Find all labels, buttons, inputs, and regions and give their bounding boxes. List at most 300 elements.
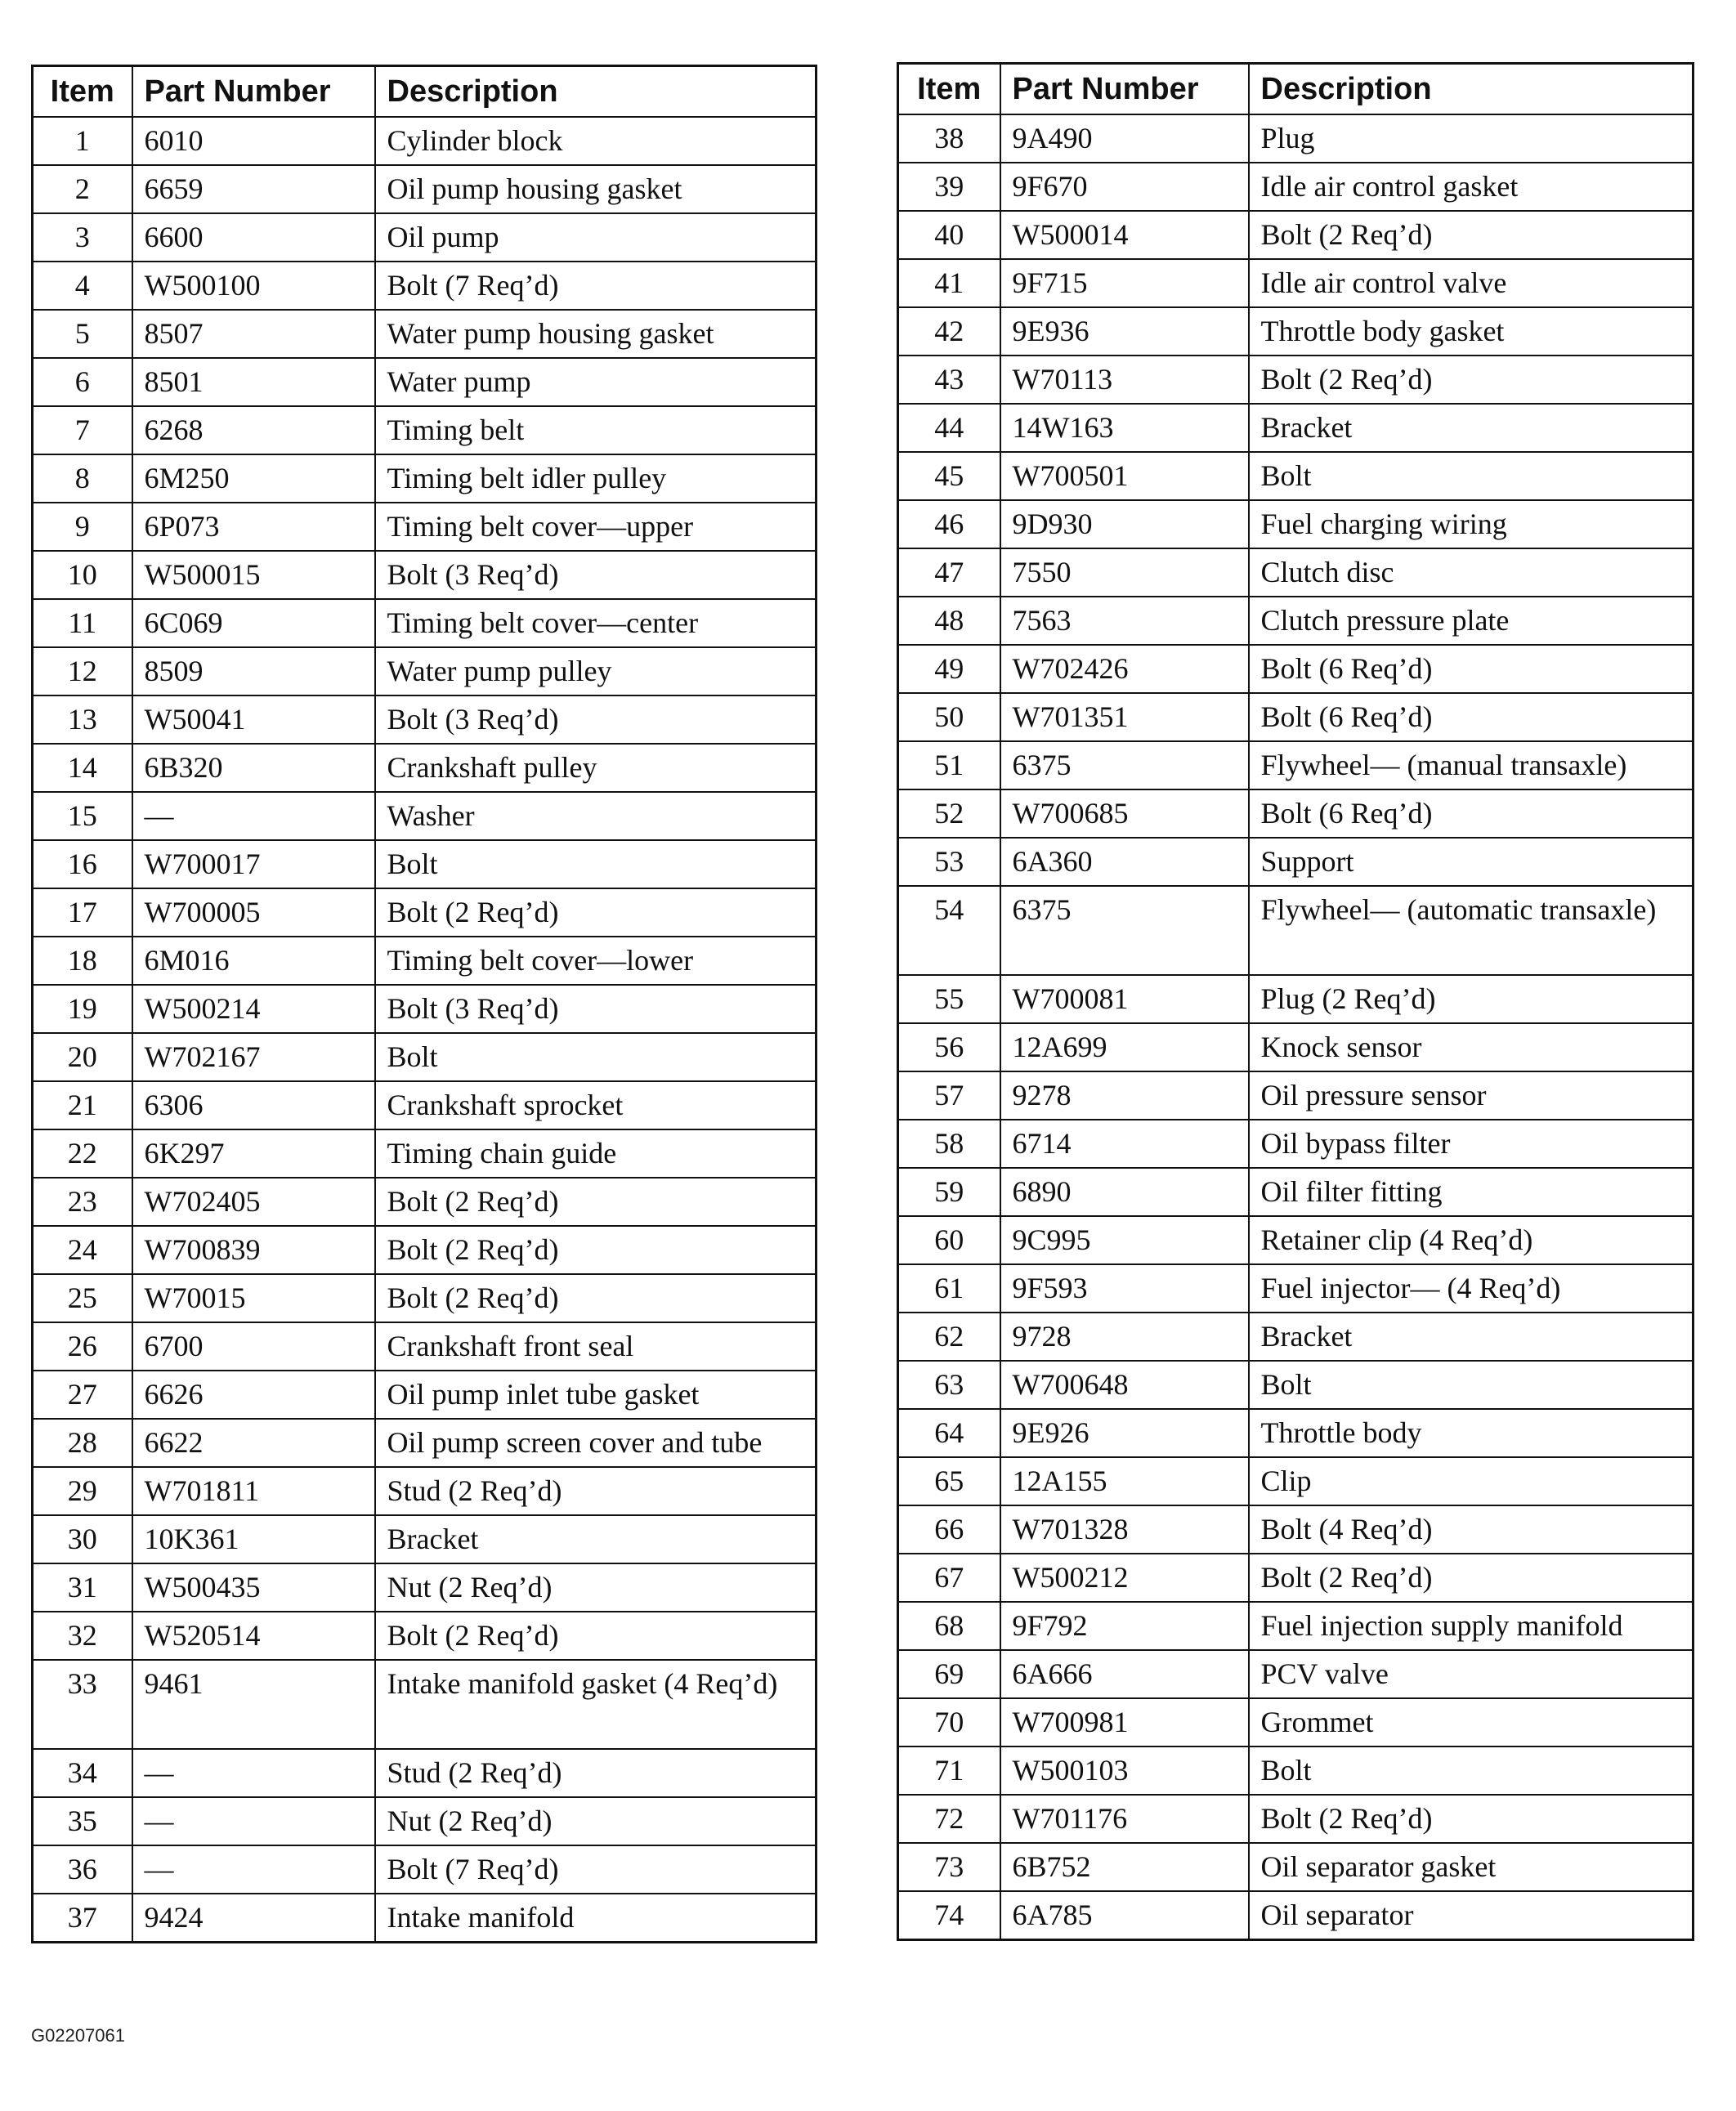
table-row [898,1361,1693,1409]
part-number-cell: W701811 [132,1467,375,1515]
description-cell: Oil separator gasket [1249,1843,1693,1891]
part-number-cell: 6700 [132,1322,375,1371]
part-number-cell: W701351 [1000,693,1249,741]
table-row [33,599,817,647]
item-cell: 72 [898,1795,1000,1843]
part-number-cell: 12A155 [1000,1457,1249,1505]
description-cell: Bolt (2 Req’d) [1249,211,1693,259]
part-number-cell: 6A666 [1000,1650,1249,1698]
part-number-cell: 6626 [132,1371,375,1419]
description-cell: Washer [375,792,817,840]
part-number-cell: 6P073 [132,503,375,551]
description-cell: Bolt [1249,452,1693,500]
item-cell: 56 [898,1023,1000,1071]
description-cell: Plug (2 Req’d) [1249,975,1693,1023]
table-row [898,1264,1693,1313]
table-row [898,1071,1693,1120]
part-number-cell: 6010 [132,117,375,165]
item-cell: 51 [898,741,1000,789]
description-cell: Grommet [1249,1698,1693,1746]
table-row [898,838,1693,886]
description-cell: PCV valve [1249,1650,1693,1698]
part-number-cell: W701328 [1000,1505,1249,1554]
item-cell: 71 [898,1746,1000,1795]
part-number-cell: — [132,792,375,840]
part-number-cell: 6375 [1000,741,1249,789]
figure-code: G02207061 [31,2025,125,2046]
description-cell: Nut (2 Req’d) [375,1563,817,1612]
item-cell: 20 [33,1033,132,1081]
header-item: Item [33,66,132,118]
table-row [33,1081,817,1129]
item-cell: 40 [898,211,1000,259]
item-cell: 14 [33,744,132,792]
item-cell: 64 [898,1409,1000,1457]
part-number-cell: 9A490 [1000,114,1249,163]
description-cell: Bolt [1249,1361,1693,1409]
part-number-cell: W700648 [1000,1361,1249,1409]
table-header-row [33,66,817,118]
description-cell: Bolt (4 Req’d) [1249,1505,1693,1554]
part-number-cell: W700685 [1000,789,1249,838]
part-number-cell: 6890 [1000,1168,1249,1216]
description-cell: Intake manifold [375,1894,817,1943]
description-cell: Fuel injection supply manifold [1249,1602,1693,1650]
parts-table-right-body [898,114,1693,1940]
table-row [898,1795,1693,1843]
item-cell: 48 [898,597,1000,645]
table-row [898,1891,1693,1940]
item-cell: 60 [898,1216,1000,1264]
description-cell: Water pump pulley [375,647,817,695]
part-number-cell: 6C069 [132,599,375,647]
table-row [33,551,817,599]
header-part-number: Part Number [1000,64,1249,115]
item-cell: 37 [33,1894,132,1943]
parts-table-left-body [33,117,817,1943]
table-row [898,114,1693,163]
part-number-cell: 8501 [132,358,375,406]
table-row [33,888,817,937]
part-number-cell: W500014 [1000,211,1249,259]
item-cell: 58 [898,1120,1000,1168]
header-description: Description [375,66,817,118]
description-cell: Bracket [1249,1313,1693,1361]
table-row [33,1467,817,1515]
item-cell: 59 [898,1168,1000,1216]
header-description: Description [1249,64,1693,115]
item-cell: 35 [33,1797,132,1845]
table-row [898,1746,1693,1795]
description-cell: Crankshaft front seal [375,1322,817,1371]
description-cell: Bracket [375,1515,817,1563]
description-cell: Bolt (3 Req’d) [375,551,817,599]
part-number-cell: 6A785 [1000,1891,1249,1940]
part-number-cell: W700839 [132,1226,375,1274]
item-cell: 30 [33,1515,132,1563]
description-cell: Nut (2 Req’d) [375,1797,817,1845]
item-cell: 67 [898,1554,1000,1602]
item-cell: 1 [33,117,132,165]
table-row [898,1698,1693,1746]
description-cell: Timing belt [375,406,817,454]
part-number-cell: 9D930 [1000,500,1249,548]
part-number-cell: W500435 [132,1563,375,1612]
description-cell: Timing chain guide [375,1129,817,1178]
item-cell: 50 [898,693,1000,741]
description-cell: Support [1249,838,1693,886]
description-cell: Bolt [1249,1746,1693,1795]
item-cell: 15 [33,792,132,840]
table-row [33,985,817,1033]
description-cell: Timing belt cover—center [375,599,817,647]
part-number-cell: 6659 [132,165,375,213]
description-cell: Bolt (3 Req’d) [375,695,817,744]
description-cell: Throttle body gasket [1249,307,1693,356]
description-cell: Oil pump [375,213,817,262]
description-cell: Bolt (7 Req’d) [375,262,817,310]
table-row [33,695,817,744]
item-cell: 17 [33,888,132,937]
table-row [33,1515,817,1563]
part-number-cell: 8509 [132,647,375,695]
description-cell: Bolt [375,1033,817,1081]
description-cell: Bolt (2 Req’d) [375,1226,817,1274]
item-cell: 2 [33,165,132,213]
table-row [33,310,817,358]
part-number-cell: W702167 [132,1033,375,1081]
parts-table-left [31,65,817,1943]
part-number-cell: — [132,1845,375,1894]
table-row [898,356,1693,404]
table-row [898,597,1693,645]
part-number-cell: 10K361 [132,1515,375,1563]
description-cell: Bolt (2 Req’d) [1249,356,1693,404]
part-number-cell: 6600 [132,213,375,262]
table-row [33,1563,817,1612]
table-header-row [898,64,1693,115]
table-row [898,1023,1693,1071]
description-cell: Stud (2 Req’d) [375,1467,817,1515]
table-row [898,886,1693,975]
table-row [898,1120,1693,1168]
description-cell: Knock sensor [1249,1023,1693,1071]
table-row [33,647,817,695]
part-number-cell: 6K297 [132,1129,375,1178]
item-cell: 41 [898,259,1000,307]
description-cell: Bolt (2 Req’d) [375,1612,817,1660]
description-cell: Crankshaft pulley [375,744,817,792]
part-number-cell: 9C995 [1000,1216,1249,1264]
item-cell: 29 [33,1467,132,1515]
item-cell: 53 [898,838,1000,886]
item-cell: 74 [898,1891,1000,1940]
table-row [33,117,817,165]
description-cell: Plug [1249,114,1693,163]
part-number-cell: 6306 [132,1081,375,1129]
item-cell: 73 [898,1843,1000,1891]
part-number-cell: 12A699 [1000,1023,1249,1071]
item-cell: 23 [33,1178,132,1226]
table-row [33,503,817,551]
description-cell: Bolt (2 Req’d) [375,1274,817,1322]
part-number-cell: 14W163 [1000,404,1249,452]
part-number-cell: 6B320 [132,744,375,792]
description-cell: Flywheel— (manual transaxle) [1249,741,1693,789]
part-number-cell: W500214 [132,985,375,1033]
table-row [33,454,817,503]
part-number-cell: W70113 [1000,356,1249,404]
table-row [898,693,1693,741]
table-row [898,1216,1693,1264]
item-cell: 68 [898,1602,1000,1650]
table-row [898,259,1693,307]
table-row [33,1274,817,1322]
table-row [33,1749,817,1797]
parts-table-right [897,62,1694,1941]
table-row [898,1843,1693,1891]
item-cell: 46 [898,500,1000,548]
description-cell: Fuel charging wiring [1249,500,1693,548]
description-cell: Retainer clip (4 Req’d) [1249,1216,1693,1264]
table-row [898,1168,1693,1216]
item-cell: 44 [898,404,1000,452]
table-row [898,1457,1693,1505]
description-cell: Bolt (2 Req’d) [1249,1554,1693,1602]
item-cell: 62 [898,1313,1000,1361]
item-cell: 57 [898,1071,1000,1120]
part-number-cell: — [132,1797,375,1845]
item-cell: 69 [898,1650,1000,1698]
description-cell: Bolt (2 Req’d) [1249,1795,1693,1843]
part-number-cell: 9278 [1000,1071,1249,1120]
table-row [898,1554,1693,1602]
table-row [33,1894,817,1943]
table-row [898,404,1693,452]
table-row [898,741,1693,789]
description-cell: Water pump housing gasket [375,310,817,358]
part-number-cell: 6268 [132,406,375,454]
item-cell: 9 [33,503,132,551]
table-row [898,1650,1693,1698]
table-row [898,1505,1693,1554]
description-cell: Oil pump screen cover and tube [375,1419,817,1467]
description-cell: Clip [1249,1457,1693,1505]
description-cell: Clutch disc [1249,548,1693,597]
part-number-cell: W70015 [132,1274,375,1322]
item-cell: 25 [33,1274,132,1322]
part-number-cell: W500212 [1000,1554,1249,1602]
description-cell: Bolt (6 Req’d) [1249,789,1693,838]
item-cell: 49 [898,645,1000,693]
description-cell: Timing belt idler pulley [375,454,817,503]
item-cell: 6 [33,358,132,406]
header-part-number: Part Number [132,66,375,118]
part-number-cell: 6B752 [1000,1843,1249,1891]
table-row [33,792,817,840]
item-cell: 65 [898,1457,1000,1505]
item-cell: 66 [898,1505,1000,1554]
description-cell: Bracket [1249,404,1693,452]
part-number-cell: 8507 [132,310,375,358]
description-cell: Idle air control gasket [1249,163,1693,211]
part-number-cell: 6M250 [132,454,375,503]
part-number-cell: W700005 [132,888,375,937]
description-cell: Stud (2 Req’d) [375,1749,817,1797]
table-row [898,548,1693,597]
description-cell: Idle air control valve [1249,259,1693,307]
part-number-cell: 6622 [132,1419,375,1467]
part-number-cell: W700081 [1000,975,1249,1023]
table-row [33,165,817,213]
description-cell: Oil bypass filter [1249,1120,1693,1168]
table-row [33,744,817,792]
description-cell: Bolt (3 Req’d) [375,985,817,1033]
table-row [898,211,1693,259]
item-cell: 33 [33,1660,132,1749]
description-cell: Fuel injector— (4 Req’d) [1249,1264,1693,1313]
part-number-cell: 9F670 [1000,163,1249,211]
description-cell: Oil pressure sensor [1249,1071,1693,1120]
part-number-cell: 9461 [132,1660,375,1749]
item-cell: 28 [33,1419,132,1467]
table-row [33,1371,817,1419]
item-cell: 24 [33,1226,132,1274]
description-cell: Bolt (6 Req’d) [1249,645,1693,693]
description-cell: Oil separator [1249,1891,1693,1940]
item-cell: 19 [33,985,132,1033]
item-cell: 47 [898,548,1000,597]
item-cell: 27 [33,1371,132,1419]
table-row [898,452,1693,500]
part-number-cell: — [132,1749,375,1797]
description-cell: Cylinder block [375,117,817,165]
table-row [33,1419,817,1467]
description-cell: Oil filter fitting [1249,1168,1693,1216]
item-cell: 63 [898,1361,1000,1409]
description-cell: Intake manifold gasket (4 Req’d) [375,1660,817,1749]
part-number-cell: W702426 [1000,645,1249,693]
item-cell: 38 [898,114,1000,163]
description-cell: Oil pump housing gasket [375,165,817,213]
table-row [33,1797,817,1845]
item-cell: 31 [33,1563,132,1612]
table-row [898,645,1693,693]
part-number-cell: W700501 [1000,452,1249,500]
item-cell: 70 [898,1698,1000,1746]
description-cell: Bolt (6 Req’d) [1249,693,1693,741]
part-number-cell: 6714 [1000,1120,1249,1168]
table-row [33,1178,817,1226]
item-cell: 52 [898,789,1000,838]
item-cell: 26 [33,1322,132,1371]
part-number-cell: 9F593 [1000,1264,1249,1313]
part-number-cell: W50041 [132,695,375,744]
table-row [898,975,1693,1023]
table-row [33,1033,817,1081]
part-number-cell: W500103 [1000,1746,1249,1795]
item-cell: 18 [33,937,132,985]
part-number-cell: W701176 [1000,1795,1249,1843]
item-cell: 43 [898,356,1000,404]
table-row [898,1409,1693,1457]
part-number-cell: 9E926 [1000,1409,1249,1457]
table-row [898,307,1693,356]
part-number-cell: W520514 [132,1612,375,1660]
part-number-cell: W700981 [1000,1698,1249,1746]
item-cell: 61 [898,1264,1000,1313]
item-cell: 8 [33,454,132,503]
description-cell: Oil pump inlet tube gasket [375,1371,817,1419]
item-cell: 7 [33,406,132,454]
part-number-cell: 9E936 [1000,307,1249,356]
table-row [33,1129,817,1178]
part-number-cell: W702405 [132,1178,375,1226]
table-row [33,1660,817,1749]
item-cell: 16 [33,840,132,888]
table-row [33,358,817,406]
item-cell: 32 [33,1612,132,1660]
table-row [33,840,817,888]
description-cell: Crankshaft sprocket [375,1081,817,1129]
table-row [898,789,1693,838]
table-row [33,1845,817,1894]
description-cell: Timing belt cover—lower [375,937,817,985]
part-number-cell: 7550 [1000,548,1249,597]
item-cell: 45 [898,452,1000,500]
description-cell: Bolt (2 Req’d) [375,1178,817,1226]
item-cell: 4 [33,262,132,310]
description-cell: Bolt (2 Req’d) [375,888,817,937]
item-cell: 55 [898,975,1000,1023]
part-number-cell: 7563 [1000,597,1249,645]
part-number-cell: 9F792 [1000,1602,1249,1650]
part-number-cell: 9728 [1000,1313,1249,1361]
header-item: Item [898,64,1000,115]
item-cell: 34 [33,1749,132,1797]
table-row [33,1226,817,1274]
part-number-cell: 6M016 [132,937,375,985]
table-row [33,937,817,985]
description-cell: Throttle body [1249,1409,1693,1457]
table-row [33,1612,817,1660]
item-cell: 36 [33,1845,132,1894]
table-row [898,1313,1693,1361]
table-row [33,262,817,310]
item-cell: 42 [898,307,1000,356]
part-number-cell: W500015 [132,551,375,599]
item-cell: 11 [33,599,132,647]
part-number-cell: 6375 [1000,886,1249,975]
table-row [898,163,1693,211]
description-cell: Clutch pressure plate [1249,597,1693,645]
part-number-cell: W700017 [132,840,375,888]
item-cell: 12 [33,647,132,695]
part-number-cell: 9F715 [1000,259,1249,307]
part-number-cell: 9424 [132,1894,375,1943]
description-cell: Bolt [375,840,817,888]
item-cell: 10 [33,551,132,599]
description-cell: Timing belt cover—upper [375,503,817,551]
table-row [898,1602,1693,1650]
part-number-cell: W500100 [132,262,375,310]
item-cell: 54 [898,886,1000,975]
part-number-cell: 6A360 [1000,838,1249,886]
description-cell: Flywheel— (automatic transaxle) [1249,886,1693,975]
item-cell: 5 [33,310,132,358]
description-cell: Bolt (7 Req’d) [375,1845,817,1894]
table-row [898,500,1693,548]
